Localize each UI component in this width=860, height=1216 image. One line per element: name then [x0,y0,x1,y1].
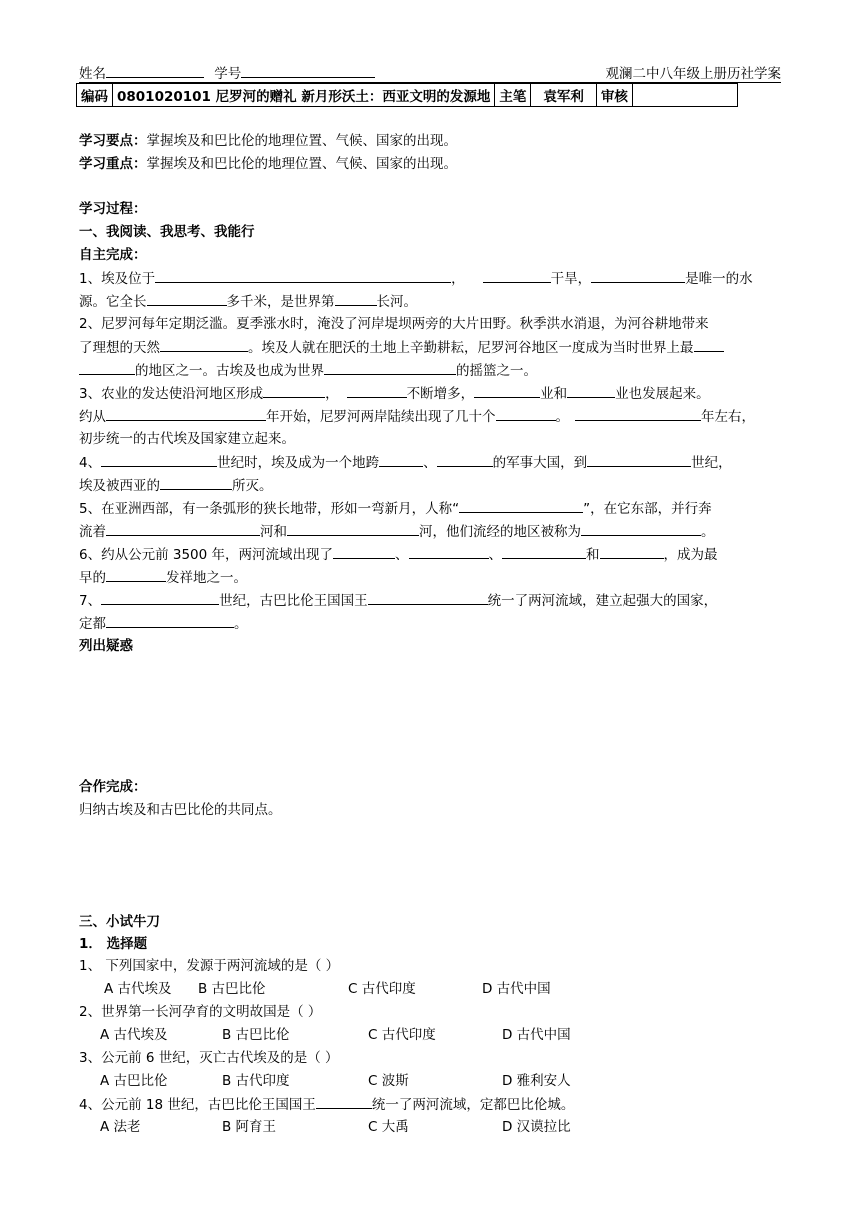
study-focus [79,154,782,174]
option-c[interactable]: C 波斯 [368,1073,409,1089]
blank[interactable] [496,406,556,421]
study-points-label: 学习要点： [79,133,147,149]
blank[interactable] [694,337,724,352]
blank[interactable] [79,360,135,375]
page-header [79,62,781,83]
code-title: 0801020101 尼罗河的赠礼 新月形沃土：西亚文明的发源地 [113,84,495,107]
blank[interactable] [502,544,586,559]
editor-name: 袁军利 [531,84,597,107]
blank[interactable] [459,498,583,513]
student-id-label: 学号 [214,66,242,82]
name-blank [106,63,204,78]
question-5-line-1: 5、在亚洲西部，有一条弧形的狭长地带，形如一弯新月，人称“ ”，在它东部，并行奔 [79,498,782,519]
quiz-options-1 [104,979,782,999]
quiz-options-3 [100,1071,782,1091]
option-a[interactable]: A 古代埃及 [104,981,172,997]
blank[interactable] [600,544,664,559]
question-5-line-2: 流着 河和 河，他们流经的地区被称为 。 [79,521,782,542]
choice-subtitle: 1． 选择题 [79,936,148,952]
blank[interactable] [379,452,423,467]
quiz-options-2 [100,1025,782,1045]
option-b[interactable]: B 阿育王 [222,1119,277,1135]
option-d[interactable]: D 雅利安人 [502,1073,571,1089]
blank[interactable] [263,383,325,398]
option-b[interactable]: B 古巴比伦 [222,1027,290,1043]
blank[interactable] [335,291,377,306]
question-1-line-2: 源。它全长 多千米，是世界第 长河。 [79,291,782,312]
blank[interactable] [155,268,451,283]
question-3-line-1: 3、农业的发达使沿河地区形成 ， 不断增多， 业和 业也发展起来。 [79,383,782,404]
option-d[interactable]: D 古代中国 [482,981,551,997]
question-2-line-3: 的地区之一。古埃及也成为世界 的摇篮之一。 [79,360,782,381]
review-value [632,84,737,107]
blank[interactable] [324,360,456,375]
editor-label: 主笔 [495,84,531,107]
meta-table [76,83,738,107]
quiz-question-3: 3、公元前 6 世纪，灭亡古代埃及的是（ ） [79,1050,339,1066]
blank[interactable] [567,383,615,398]
blank[interactable] [437,452,493,467]
student-id-blank [241,63,375,78]
school-title: 观澜二中八年级上册历社学案 [605,66,781,82]
question-4-line-1: 4、 世纪时，埃及成为一个地跨 、 的军事大国，到 世纪， [79,452,782,473]
blank[interactable] [316,1094,372,1109]
doubts-label: 列出疑惑 [79,638,133,654]
study-points-text: 掌握埃及和巴比伦的地理位置、气候、国家的出现。 [146,133,457,149]
blank[interactable] [160,337,248,352]
review-label: 审核 [596,84,632,107]
quiz-options-4 [100,1117,782,1137]
option-c[interactable]: C 大禹 [368,1119,409,1135]
option-c[interactable]: C 古代印度 [368,1027,436,1043]
option-c[interactable]: C 古代印度 [348,981,416,997]
blank[interactable] [160,475,232,490]
option-b[interactable]: B 古代印度 [222,1073,290,1089]
blank[interactable] [347,383,407,398]
question-6-line-2: 早的 发祥地之一。 [79,567,782,588]
blank[interactable] [591,268,685,283]
question-3-line-2: 约从 年开始，尼罗河两岸陆续出现了几十个 。 年左右， [79,406,782,427]
self-complete-label: 自主完成： [79,247,147,263]
question-6-line-1: 6、约从公元前 3500 年，两河流域出现了 、 、 和 ，成为最 [79,544,782,565]
blank[interactable] [106,521,260,536]
blank[interactable] [483,268,551,283]
blank[interactable] [581,521,701,536]
blank[interactable] [106,613,234,628]
blank[interactable] [106,406,266,421]
quiz-question-2: 2、世界第一长河孕育的文明故国是（ ） [79,1004,322,1020]
section-three-title: 三、小试牛刀 [79,914,160,930]
cooperation-task: 归纳古埃及和古巴比伦的共同点。 [79,802,282,818]
option-a[interactable]: A 法老 [100,1119,141,1135]
blank[interactable] [575,406,701,421]
option-a[interactable]: A 古巴比伦 [100,1073,168,1089]
blank[interactable] [333,544,395,559]
question-7-line-1: 7、 世纪，古巴比伦王国国王 统一了两河流域，建立起强大的国家， [79,590,782,611]
quiz-question-1: 1、 下列国家中，发源于两河流域的是（ ） [79,958,340,974]
study-focus-text: 掌握埃及和巴比伦的地理位置、气候、国家的出现。 [146,156,457,172]
section-one-title: 一、我阅读、我思考、我能行 [79,224,255,240]
question-3-line-3: 初步统一的古代埃及国家建立起来。 [79,431,295,447]
blank[interactable] [101,452,217,467]
option-d[interactable]: D 汉谟拉比 [502,1119,571,1135]
blank[interactable] [368,590,488,605]
question-2-line-2: 了理想的天然 。埃及人就在肥沃的土地上辛勤耕耘，尼罗河谷地区一度成为当时世界上最 [79,337,782,358]
blank[interactable] [409,544,489,559]
question-7-line-2: 定都 。 [79,613,782,634]
cooperation-label: 合作完成： [79,779,147,795]
blank[interactable] [474,383,540,398]
question-1-line-1: 1、埃及位于 ， 干旱， 是唯一的水 [79,268,782,289]
option-d[interactable]: D 古代中国 [502,1027,571,1043]
quiz-question-4: 4、公元前 18 世纪，古巴比伦王国国王 统一了两河流域，定都巴比伦城。 [79,1094,782,1115]
study-focus-label: 学习重点： [79,156,147,172]
process-title: 学习过程： [79,201,147,217]
blank[interactable] [147,291,227,306]
name-label: 姓名 [79,66,106,82]
blank[interactable] [587,452,691,467]
study-points [79,131,782,151]
blank[interactable] [101,590,219,605]
question-4-line-2: 埃及被西亚的 所灭。 [79,475,782,496]
blank[interactable] [106,567,166,582]
option-b[interactable]: B 古巴比伦 [198,981,266,997]
option-a[interactable]: A 古代埃及 [100,1027,168,1043]
blank[interactable] [287,521,419,536]
code-label: 编码 [77,84,113,107]
question-2-line-1: 2、尼罗河每年定期泛滥。夏季涨水时，淹没了河岸堤坝两旁的大片田野。秋季洪水消退，为河谷耕地带来 [79,316,709,332]
